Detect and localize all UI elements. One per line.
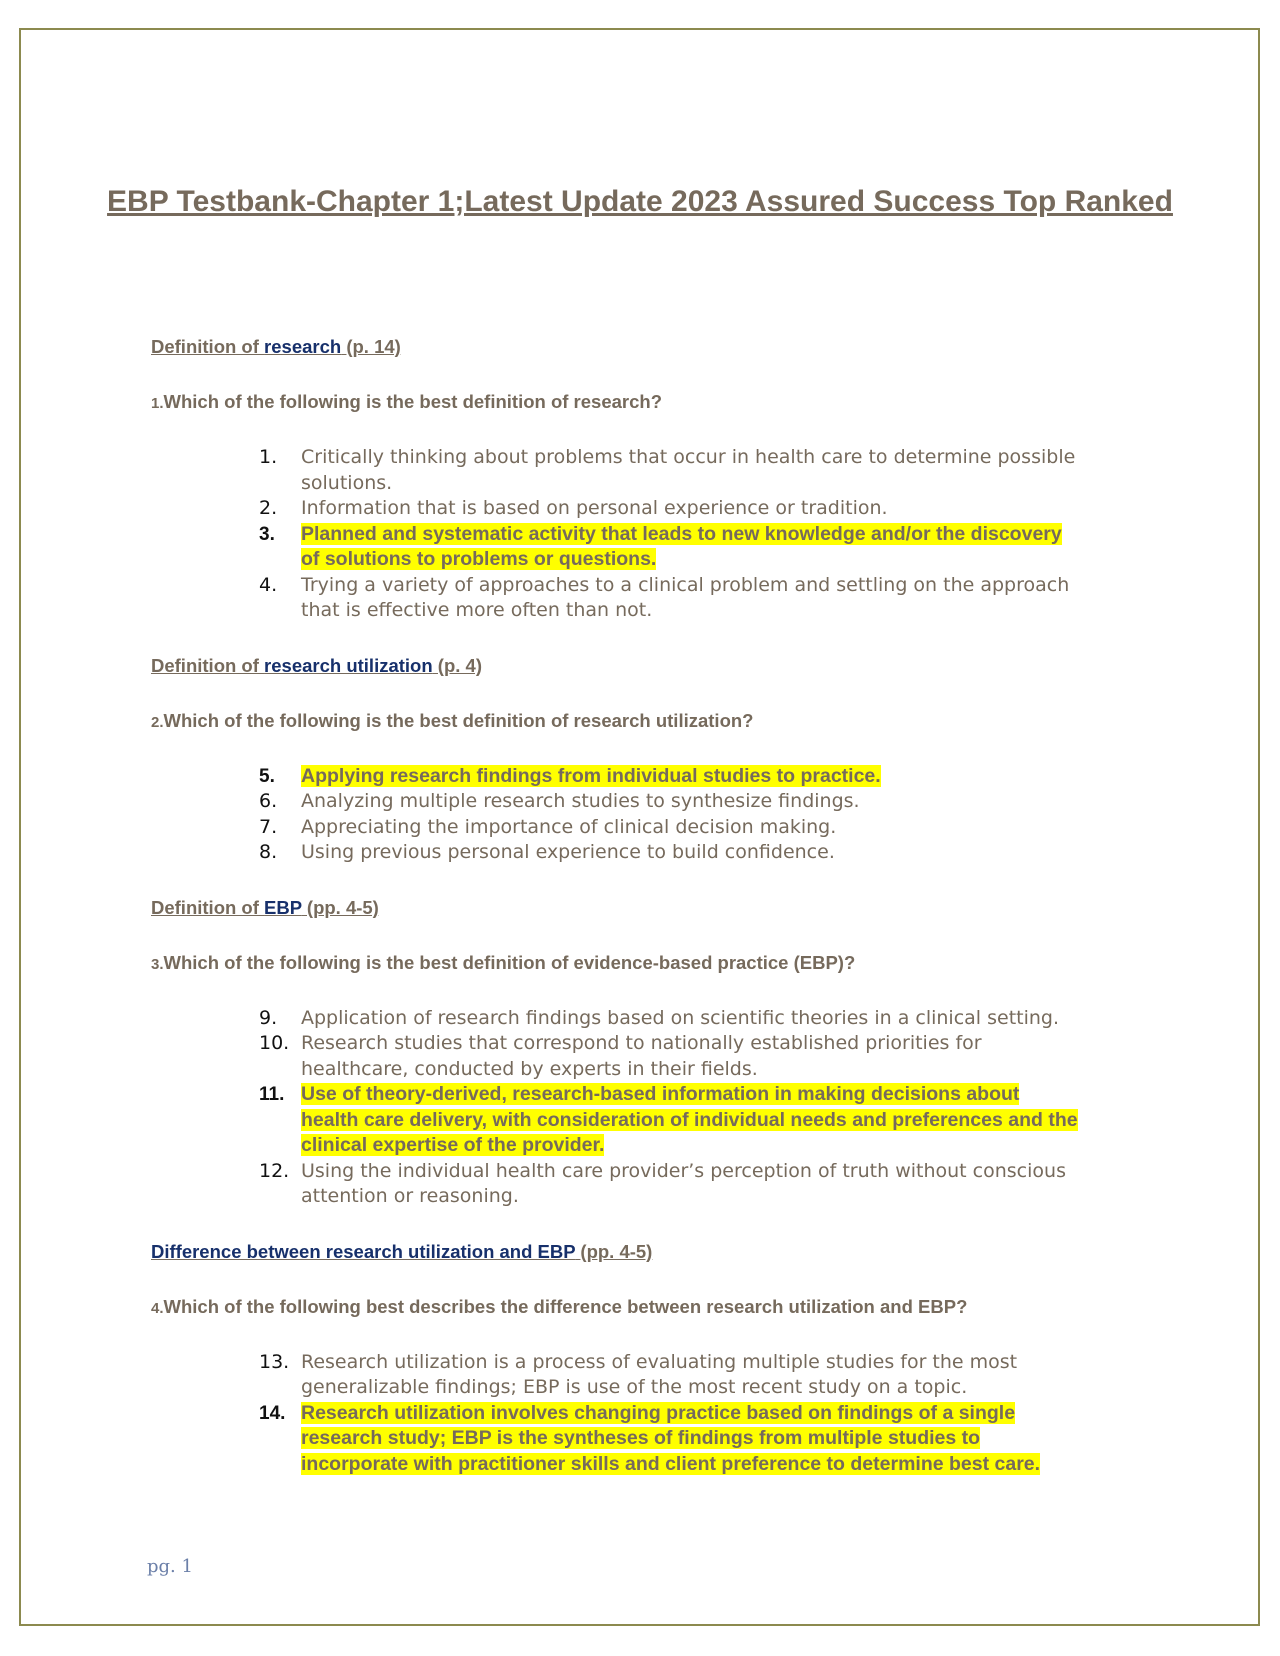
- option-text: Critically thinking about problems that occur in health care to determine possible solutions.: [301, 446, 1076, 494]
- option-text: Information that is based on personal experience or tradition.: [301, 497, 888, 519]
- answer-option-correct: [151, 764, 1081, 790]
- answer-option: [151, 573, 1081, 624]
- question-section: [151, 653, 1151, 866]
- heading-prefix: Definition of: [151, 336, 265, 357]
- question-number: 2.: [151, 713, 164, 731]
- answer-option: [151, 1006, 1081, 1032]
- section-heading: [151, 653, 1151, 679]
- option-number: 3.: [259, 523, 275, 545]
- option-number: 8.: [259, 841, 278, 863]
- answer-options: [151, 1006, 1151, 1210]
- answer-option: [151, 1350, 1081, 1401]
- question-section: [151, 895, 1151, 1210]
- option-number: 10.: [259, 1032, 290, 1054]
- option-text: Applying research findings from individual studies to practice.: [301, 764, 881, 787]
- document-title: EBP Testbank-Chapter 1;Latest Update 2023 Assured Success Top Ranked: [107, 185, 1173, 218]
- heading-page-ref: (p. 4): [432, 654, 482, 676]
- answer-options: [151, 1350, 1151, 1478]
- question-text: [151, 950, 1151, 978]
- option-number: 4.: [259, 573, 278, 596]
- option-text: Use of theory-derived, research-based information in making decisions about health care delivery, with consideration of individual needs and preferences and the clinical expertise of the provider.: [301, 1083, 1078, 1156]
- answer-option-correct: [151, 522, 1081, 573]
- option-number: 9.: [259, 1006, 278, 1029]
- option-text: Using the individual health care provider’s perception of truth without conscious attention or reasoning.: [301, 1159, 1066, 1207]
- question-section: [151, 334, 1151, 624]
- option-number: 13.: [259, 1350, 290, 1373]
- section-heading: [151, 334, 1151, 360]
- heading-page-ref: (pp. 4-5): [301, 896, 379, 918]
- option-text: Trying a variety of approaches to a clinical problem and settling on the approach that is effective more often than not.: [301, 573, 1070, 621]
- answer-options: [151, 764, 1151, 866]
- heading-prefix: Definition of: [151, 896, 265, 918]
- question-number: 4.: [151, 1299, 164, 1317]
- option-text: Planned and systematic activity that leads to new knowledge and/or the discovery of solutions to problems or questions.: [301, 522, 1062, 570]
- option-text: Application of research findings based on scientific theories in a clinical setting.: [301, 1006, 1060, 1029]
- option-number: 7.: [259, 815, 278, 838]
- answer-option: [151, 789, 1081, 815]
- heading-page-ref: (p. 14): [341, 336, 401, 357]
- page-number: pg. 1: [147, 1556, 193, 1577]
- answer-option-correct: [151, 1401, 1081, 1478]
- question-number: 3.: [151, 955, 164, 973]
- option-text: Analyzing multiple research studies to synthesize findings.: [301, 790, 860, 812]
- question-number: 1.: [151, 395, 164, 412]
- question-section: [151, 1239, 1151, 1478]
- answer-option-correct: [151, 1082, 1081, 1159]
- answer-option: [151, 1031, 1081, 1082]
- option-number: 1.: [259, 446, 278, 468]
- heading-link[interactable]: Difference between research utilization and EBP: [151, 1240, 576, 1262]
- option-number: 14.: [259, 1402, 286, 1424]
- option-text: Research studies that correspond to nationally established priorities for healthcare, conducted by experts in their fields.: [301, 1032, 982, 1080]
- answer-option: [151, 815, 1081, 841]
- answer-option: [151, 445, 1081, 496]
- section-heading: [151, 895, 1151, 921]
- answer-option: [151, 840, 1081, 866]
- question-label: Which of the following is the best definition of research?: [163, 391, 663, 412]
- heading-page-ref: (pp. 4-5): [575, 1240, 653, 1262]
- option-number: 2.: [259, 497, 278, 519]
- heading-prefix: Definition of: [151, 654, 265, 676]
- question-label: Which of the following is the best definition of research utilization?: [163, 709, 754, 731]
- question-text: [151, 389, 1151, 417]
- option-text: Research utilization involves changing practice based on findings of a single research study; EBP is the syntheses of findings from multiple studies to incorporate with practitioner skills and client preference to determine best care.: [301, 1401, 1041, 1475]
- question-text: [151, 1294, 1151, 1322]
- option-number: 6.: [259, 790, 278, 812]
- answer-options: [151, 445, 1151, 624]
- option-number: 5.: [259, 765, 275, 787]
- document-body: [151, 334, 1151, 1506]
- section-heading: [151, 1239, 1151, 1265]
- answer-option: [151, 1159, 1081, 1210]
- option-text: Research utilization is a process of evaluating multiple studies for the most generalizable findings; EBP is use of the most recent study on a topic.: [301, 1350, 1018, 1398]
- answer-option: [151, 496, 1081, 522]
- question-label: Which of the following best describes the difference between research utilization and EBP?: [163, 1295, 968, 1317]
- option-text: Using previous personal experience to build confidence.: [301, 841, 835, 863]
- question-text: [151, 708, 1151, 736]
- heading-link[interactable]: research utilization: [264, 654, 433, 676]
- option-text: Appreciating the importance of clinical decision making.: [301, 815, 837, 838]
- heading-link[interactable]: research: [264, 336, 342, 357]
- question-label: Which of the following is the best definition of evidence-based practice (EBP)?: [163, 951, 856, 973]
- option-number: 12.: [259, 1159, 290, 1182]
- heading-link[interactable]: EBP: [264, 896, 302, 918]
- option-number: 11.: [259, 1084, 285, 1105]
